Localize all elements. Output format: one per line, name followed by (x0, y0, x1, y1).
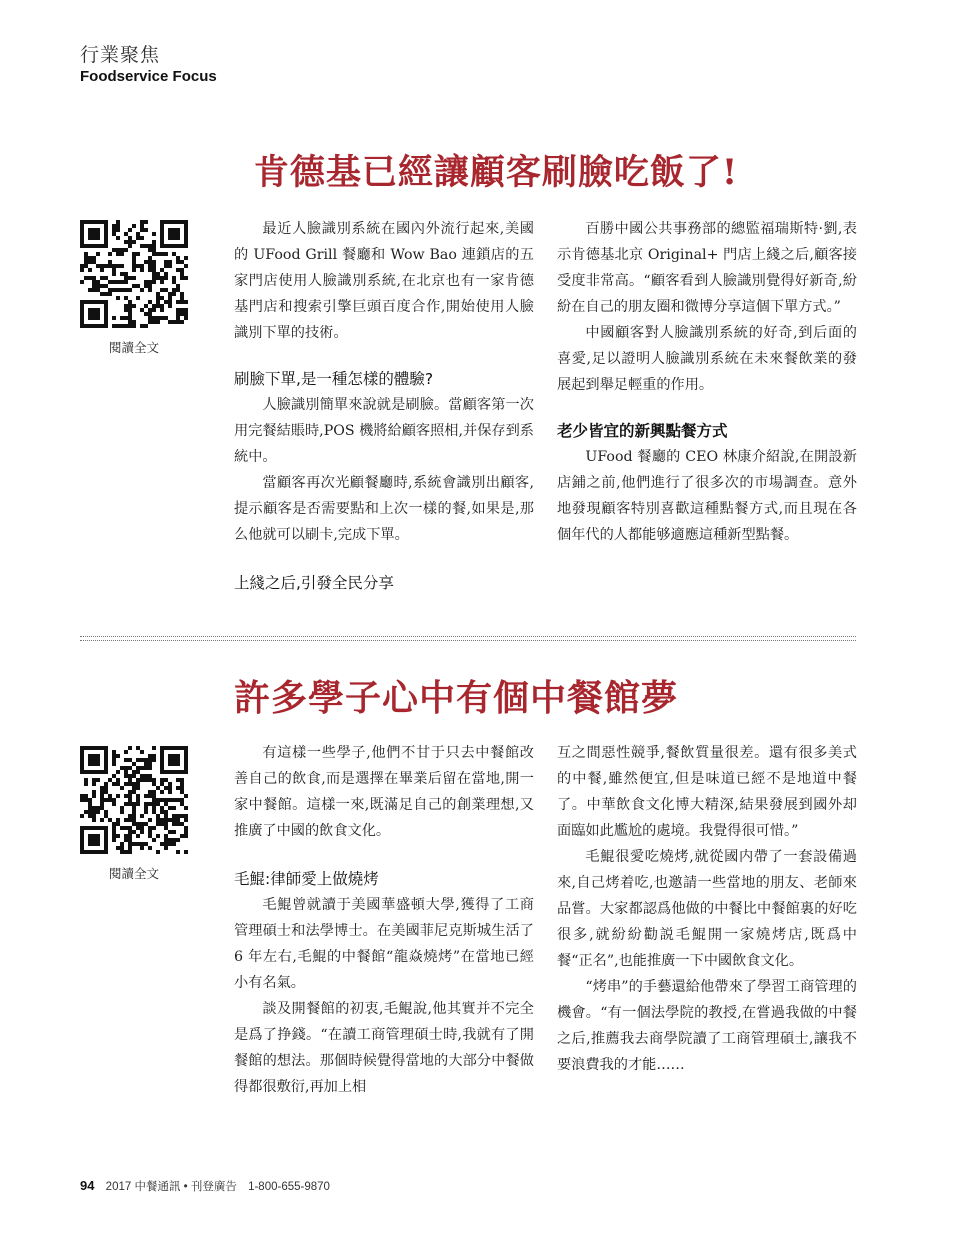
phone-number: 1-800-655-9870 (248, 1181, 330, 1193)
paragraph: 中國顧客對人臉識別系統的好奇,到后面的喜愛,足以證明人臉識別系統在未來餐飲業的發展起到舉足輕重的作用。 (557, 325, 857, 393)
paragraph: 毛鯤很愛吃燒烤,就從國内帶了一套設備過來,自己烤着吃,也邀請一些當地的朋友、老師來品嘗。大家都認爲他做的中餐比中餐館裏的好吃很多,就紛紛勸説毛鯤開一家燒烤店,既爲中餐“正名”,也能推廣一下中國飲食文化。 (557, 849, 857, 969)
paragraph: 人臉識別簡單來說就是刷臉。當顧客第一次用完餐結賬時,POS 機將給顧客照相,并保存到系統中。 (234, 397, 534, 465)
paragraph: UFood 餐廳的 CEO 林康介紹說,在開設新店鋪之前,他們進行了很多次的市場調查。意外地發現顧客特別喜歡這種點餐方式,而且現在各個年代的人都能够適應這種新型點餐。 (557, 449, 857, 543)
paragraph: 百勝中國公共事務部的總監福瑞斯特·劉,表示肯德基北京 Original+ 門店上綫之后,顧客接受度非常高。“顧客看到人臉識別覺得好新奇,紛紛在自己的朋友圈和微博分享這個下單方式。” (557, 221, 857, 315)
paragraph: 互之間惡性競爭,餐飲質量很差。還有很多美式的中餐,雖然便宜,但是味道已經不是地道中餐了。中華飲食文化博大精深,結果發展到國外却面臨如此尷尬的處境。我覺得很可惜。” (557, 745, 857, 839)
article1-right-column (557, 216, 857, 548)
paragraph: “烤串”的手藝還給他帶來了學習工商管理的機會。“有一個法學院的教授,在嘗過我做的中餐之后,推薦我去商學院讀了工商管理碩士,讓我不要浪費我的才能…… (557, 979, 857, 1073)
read-full-article-link[interactable]: 閱讀全文 (108, 340, 159, 355)
section-title-en: Foodservice Focus (80, 68, 217, 85)
qr-code-icon[interactable] (80, 220, 188, 328)
paragraph: 當顧客再次光顧餐廳時,系統會識別出顧客,提示顧客是否需要點和上次一樣的餐,如果是,那么他就可以刷卡,完成下單。 (234, 475, 534, 543)
paragraph: 毛鯤曾就讀于美國華盛頓大學,獲得了工商管理碩士和法學博士。在美國菲尼克斯城生活了 6 年左右,毛鯤的中餐館“龍焱燒烤”在當地已經小有名氣。 (234, 897, 534, 991)
article1-left-column (234, 216, 534, 596)
article2-headline: 許多學子心中有個中餐館夢 (234, 677, 679, 719)
article1-headline: 肯德基已經讓顧客刷臉吃飯了! (253, 152, 739, 193)
paragraph: 談及開餐館的初衷,毛鯤說,他其實并不完全是爲了挣錢。“在讀工商管理碩士時,我就有了開餐館的想法。那個時候覺得當地的大部分中餐做得都很敷衍,再加上相 (234, 1001, 534, 1095)
article2-left-column (234, 740, 534, 1100)
article2-right-column (557, 740, 857, 1078)
subheading: 老少皆宜的新興點餐方式 (557, 422, 728, 440)
subheading: 刷臉下單,是一種怎樣的體驗? (234, 370, 434, 388)
page-number: 94 (80, 1178, 95, 1193)
paragraph: 有這樣一些學子,他們不甘于只去中餐館改善自己的飲食,而是選擇在畢業后留在當地,開一家中餐館。這樣一來,既滿足自己的創業理想,又推廣了中國的飲食文化。 (234, 745, 534, 839)
page-footer (80, 1178, 330, 1194)
subheading: 毛鯤:律師愛上做燒烤 (234, 870, 379, 888)
read-full-article-link[interactable]: 閱讀全文 (108, 866, 159, 881)
subheading: 上綫之后,引發全民分享 (234, 574, 394, 592)
qr-code-icon[interactable] (80, 746, 188, 854)
section-label (80, 44, 217, 87)
paragraph: 最近人臉識別系統在國內外流行起來,美國的 UFood Grill 餐廳和 Wow Bao 連鎖店的五家門店使用人臉識別系統,在北京也有一家肯德基門店和搜索引擎巨頭百度合作,開始使用人臉識別下單的技術。 (234, 221, 534, 341)
section-title-zh: 行業聚焦 (80, 44, 161, 66)
publication-info: 2017 中餐通訊 • 刊登廣告 (105, 1181, 237, 1193)
section-divider (80, 636, 856, 641)
